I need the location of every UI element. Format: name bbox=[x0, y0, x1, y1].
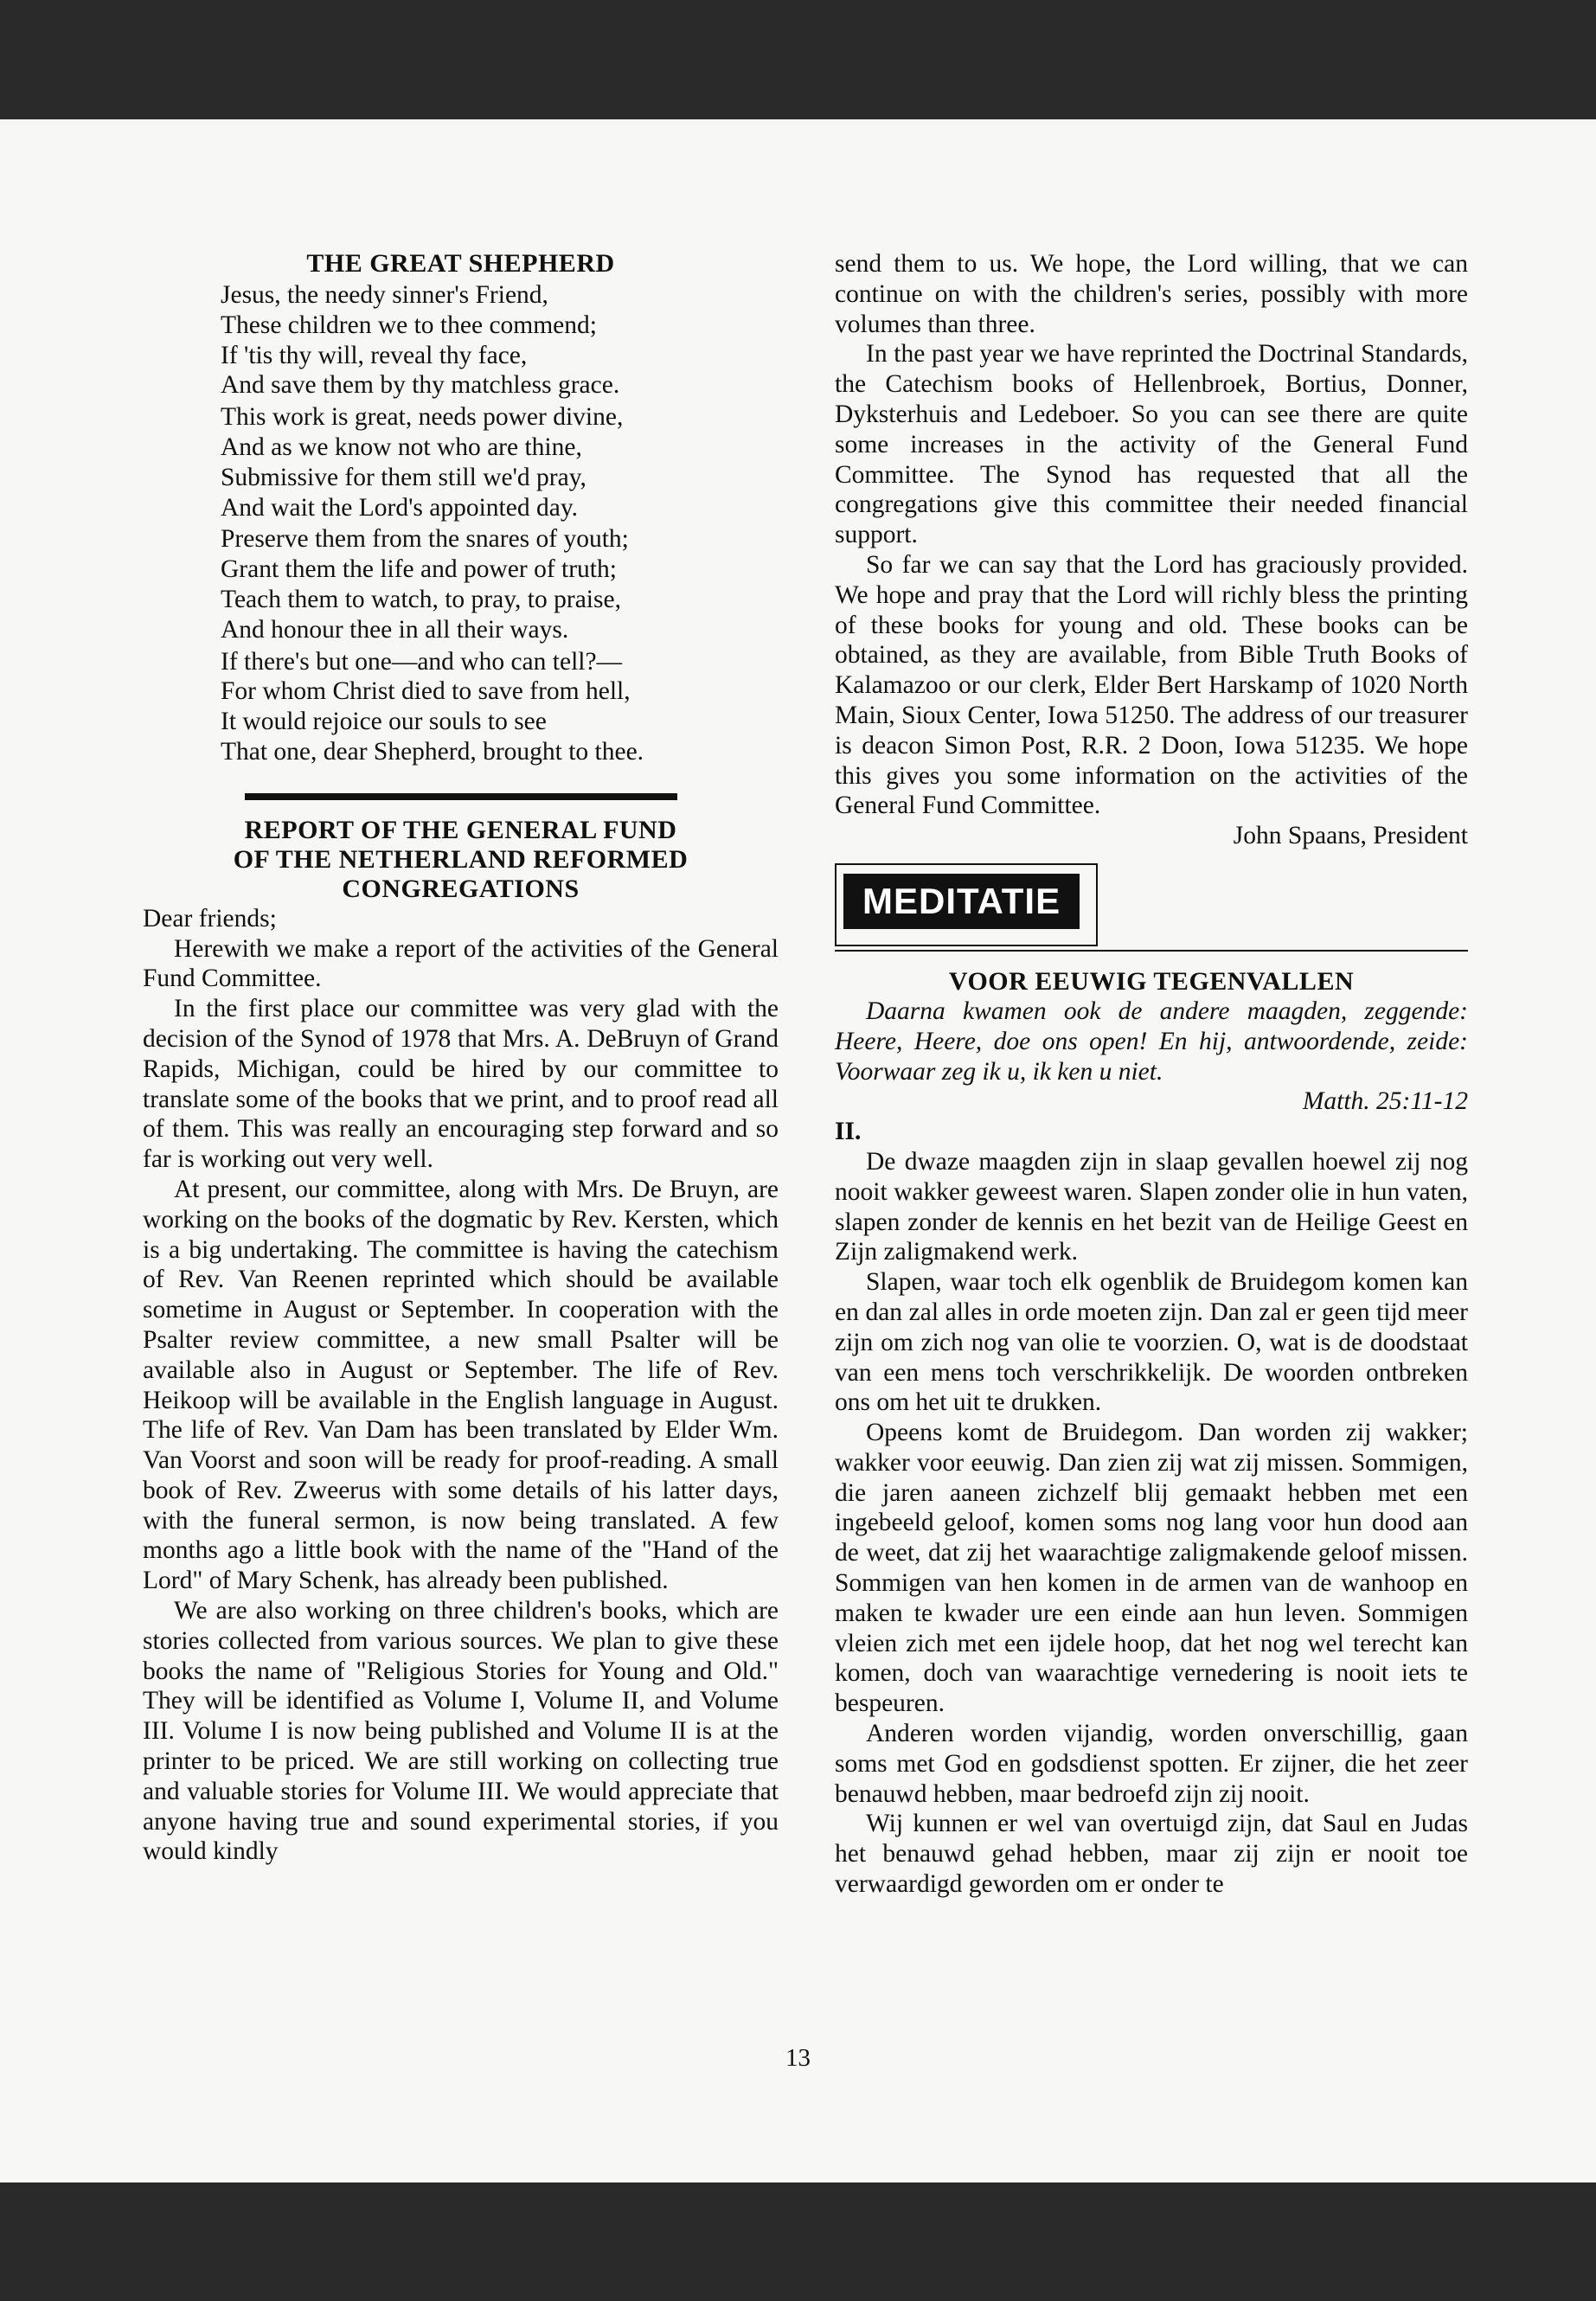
scripture-quote: Daarna kwamen ook de andere maagden, zeggende: Heere, Heere, doe ons open! En hij, antwoordende, zeide: Voorwaar zeg ik u, ik ken u niet. bbox=[835, 997, 1468, 1086]
poem-line: It would rejoice our souls to see bbox=[221, 708, 547, 736]
meditatie-paragraph: Anderen worden vijandig, worden onverschillig, gaan soms met God en godsdienst spotten. Er zijner, die het zeer benauwd hebben, maar bedroefd zijn zij nooit. bbox=[835, 1720, 1468, 1808]
poem-stanza bbox=[221, 280, 779, 401]
report-paragraph: In the past year we have reprinted the Doctrinal Standards, the Catechism books of Hellenbroek, Bortius, Donner, Dyksterhuis and Ledeboer. So you can see there are quite some increases in the activity of the General Fund Committee. The Synod has requested that all the congregations give this committee their needed financial support. bbox=[835, 340, 1468, 549]
left-column bbox=[143, 249, 779, 1867]
poem bbox=[221, 280, 779, 767]
meditatie-body bbox=[835, 997, 1468, 1900]
meditatie-banner bbox=[835, 863, 1468, 943]
report-salutation: Dear friends; bbox=[143, 904, 277, 933]
report-paragraph: So far we can say that the Lord has graciously provided. We hope and pray that the Lord will richly bless the printing of these books for young and old. These books can be obtained, as they are available, from Bible Truth Books of Kalamazoo or our clerk, Elder Bert Harskamp of 1020 North Main, Sioux Center, Iowa 51250. The address of our treasurer is deacon Simon Post, R.R. 2 Doon, Iowa 51235. We hope this gives you some information on the activities of the General Fund Committee. bbox=[835, 550, 1468, 820]
report-paragraph-continued: send them to us. We hope, the Lord willing, that we can continue on with the children's series, possibly with more volumes than three. bbox=[835, 250, 1468, 338]
poem-line: That one, dear Shepherd, brought to thee. bbox=[221, 737, 644, 766]
meditatie-paragraph: Opeens komt de Bruidegom. Dan worden zij wakker; wakker voor eeuwig. Dan zien zij wat zij missen. Sommigen, die jaren aaneen zichzelf blij gemaakt hebben met een ingebeeld geloof, komen soms nog lang voor hun dood aan de weet, dat zij het waarachtige zaligmakende geloof missen. Sommigen van hen komen in de armen van de wanhoop en maken te kwader ure een einde aan hun leven. Sommigen vleien zich met een ijdele hoop, dat het nog wel terecht kan komen, doch van waarachtige vernedering is nooit iets te bespeuren. bbox=[835, 1419, 1468, 1718]
poem-line: And honour thee in all their ways. bbox=[221, 615, 569, 644]
poem-stanza bbox=[221, 524, 779, 644]
report-body-continued bbox=[835, 249, 1468, 851]
report-paragraph: Herewith we make a report of the activities of the General Fund Committee. bbox=[143, 934, 779, 993]
page bbox=[0, 119, 1596, 2182]
page-number: 13 bbox=[785, 2044, 811, 2072]
poem-line: This work is great, needs power divine, bbox=[221, 403, 624, 432]
banner-rule bbox=[835, 950, 1468, 952]
poem-line: If 'tis thy will, reveal thy face, bbox=[221, 341, 528, 369]
poem-line: Jesus, the needy sinner's Friend, bbox=[221, 281, 548, 309]
section-divider bbox=[245, 793, 677, 800]
report-title-line: OF THE NETHERLAND REFORMED bbox=[233, 844, 689, 874]
meditatie-paragraph: Slapen, waar toch elk ogenblik de Bruidegom komen kan en dan zal alles in orde moeten zijn. Dan zal er geen tijd meer zijn om zich nog van olie te voorzien. O, wat is de doodstaat van een mens toch verschrikkelijk. De woorden ontbreken ons om het uit te drukken. bbox=[835, 1268, 1468, 1417]
poem-line: And save them by thy matchless grace. bbox=[221, 371, 620, 400]
report-body bbox=[143, 904, 779, 1868]
report-paragraph: In the first place our committee was very glad with the decision of the Synod of 1978 that Mrs. A. DeBruyn of Grand Rapids, Michigan, could be hired by our committee to translate some of the books that we print, and to proof read all of them. This was really an encouraging step forward and so far is working out very well. bbox=[143, 995, 779, 1174]
poem-title: THE GREAT SHEPHERD bbox=[306, 249, 615, 278]
meditatie-paragraph: Wij kunnen er wel van overtuigd zijn, dat Saul en Judas het benauwd gehad hebben, maar zij zijn er nooit toe verwaardigd geworden om er onder te bbox=[835, 1810, 1468, 1899]
poem-line: Preserve them from the snares of youth; bbox=[221, 525, 629, 554]
poem-line: If there's but one—and who can tell?— bbox=[221, 647, 623, 676]
meditatie-paragraph: De dwaze maagden zijn in slaap gevallen hoewel zij nog nooit wakker geweest waren. Slapen zonder olie in hun vaten, slapen zonder de kennis en het bezit van de Heilige Geest en Zijn zaligmakend werk. bbox=[835, 1147, 1468, 1266]
poem-line: And wait the Lord's appointed day. bbox=[221, 493, 579, 522]
banner-label: MEDITATIE bbox=[843, 874, 1080, 929]
report-signature: John Spaans, President bbox=[1233, 822, 1468, 850]
poem-line: Submissive for them still we'd pray, bbox=[221, 463, 586, 491]
poem-line: For whom Christ died to save from hell, bbox=[221, 677, 631, 706]
section-number: II. bbox=[835, 1118, 862, 1146]
report-title-line: REPORT OF THE GENERAL FUND bbox=[244, 815, 677, 844]
poem-stanza bbox=[221, 402, 779, 522]
report-paragraph: We are also working on three children's books, which are stories collected from various sources. We plan to give these books the name of "Religious Stories for Young and Old." They will be identified as Volume I, Volume II, and Volume III. Volume I is now being published and Volume II is at the printer to be priced. We are still working on collecting true and valuable stories for Volume III. We would appreciate that anyone having true and sound experimental stories, if you would kindly bbox=[143, 1597, 779, 1866]
report-title-line: CONGREGATIONS bbox=[342, 874, 580, 903]
report-title bbox=[143, 816, 779, 904]
poem-line: Grant them the life and power of truth; bbox=[221, 555, 617, 584]
right-column bbox=[835, 249, 1468, 1900]
report-paragraph: At present, our committee, along with Mrs. De Bruyn, are working on the books of the dogmatic by Rev. Kersten, which is a big undertaking. The committee is having the catechism of Rev. Van Reenen reprinted which should be available sometime in August or September. In cooperation with the Psalter review committee, a new small Psalter will be available also in August or September. The life of Rev. Heikoop will be available in the English language in August. The life of Rev. Van Dam has been translated by Elder Wm. Van Voorst and soon will be ready for proof-reading. A small book of Rev. Zweerus with some details of his latter days, with the funeral sermon, is now being translated. A few months ago a little book with the name of the "Hand of the Lord" of Mary Schenk, has already been published. bbox=[143, 1175, 779, 1595]
poem-line: And as we know not who are thine, bbox=[221, 433, 582, 461]
meditatie-title: VOOR EEUWIG TEGENVALLEN bbox=[948, 966, 1355, 996]
scripture-reference: Matth. 25:11-12 bbox=[1302, 1087, 1468, 1116]
poem-line: Teach them to watch, to pray, to praise, bbox=[221, 585, 621, 613]
poem-line: These children we to thee commend; bbox=[221, 311, 597, 339]
poem-stanza bbox=[221, 647, 779, 767]
